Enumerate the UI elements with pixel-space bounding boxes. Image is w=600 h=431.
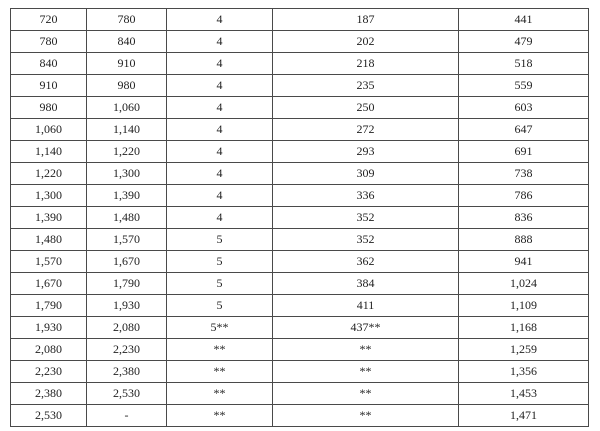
table-cell-col-5: 888 [459, 229, 589, 251]
table-cell-col-4: 293 [273, 141, 459, 163]
table-cell-col-1: 720 [11, 9, 87, 31]
table-cell-col-3: 4 [167, 31, 273, 53]
table-cell-col-5: 786 [459, 185, 589, 207]
table-cell-col-3: 4 [167, 9, 273, 31]
table-cell-col-2: 1,060 [87, 97, 167, 119]
table-cell-col-1: 2,080 [11, 339, 87, 361]
table-cell-col-1: 1,060 [11, 119, 87, 141]
table-cell-col-2: 2,230 [87, 339, 167, 361]
table-cell-col-5: 738 [459, 163, 589, 185]
table-cell-col-4: 336 [273, 185, 459, 207]
table-cell-col-3: 4 [167, 207, 273, 229]
table-cell-col-4: ** [273, 383, 459, 405]
table-cell-col-1: 1,390 [11, 207, 87, 229]
table-cell-col-4: 352 [273, 207, 459, 229]
table-row [11, 273, 589, 295]
table-cell-col-3: ** [167, 339, 273, 361]
table-cell-col-2: 910 [87, 53, 167, 75]
table-cell-col-4: 309 [273, 163, 459, 185]
table-cell-col-3: ** [167, 383, 273, 405]
table-cell-col-1: 1,300 [11, 185, 87, 207]
table-cell-col-3: 5** [167, 317, 273, 339]
table-cell-col-4: ** [273, 361, 459, 383]
table-cell-col-2: 1,390 [87, 185, 167, 207]
table-cell-col-4: 362 [273, 251, 459, 273]
table-cell-col-5: 1,024 [459, 273, 589, 295]
table-cell-col-5: 1,168 [459, 317, 589, 339]
table-cell-col-5: 1,109 [459, 295, 589, 317]
table-cell-col-5: 1,471 [459, 405, 589, 427]
table-cell-col-1: 1,570 [11, 251, 87, 273]
table-row [11, 229, 589, 251]
table-cell-col-1: 980 [11, 97, 87, 119]
table-cell-col-4: 235 [273, 75, 459, 97]
table-cell-col-1: 1,220 [11, 163, 87, 185]
table-cell-col-3: 5 [167, 273, 273, 295]
table-cell-col-1: 1,480 [11, 229, 87, 251]
table-row [11, 405, 589, 427]
table-cell-col-4: 411 [273, 295, 459, 317]
table-cell-col-3: 4 [167, 97, 273, 119]
table-cell-col-2: - [87, 405, 167, 427]
table-cell-col-1: 1,670 [11, 273, 87, 295]
table-cell-col-2: 1,300 [87, 163, 167, 185]
table-cell-col-4: 202 [273, 31, 459, 53]
table-cell-col-4: ** [273, 405, 459, 427]
table-cell-col-3: 4 [167, 75, 273, 97]
table-cell-col-4: 384 [273, 273, 459, 295]
table-row [11, 339, 589, 361]
table-cell-col-5: 647 [459, 119, 589, 141]
table-cell-col-2: 840 [87, 31, 167, 53]
table-cell-col-4: 218 [273, 53, 459, 75]
table-row [11, 97, 589, 119]
table-row [11, 163, 589, 185]
table-cell-col-5: 518 [459, 53, 589, 75]
table-cell-col-5: 441 [459, 9, 589, 31]
table-cell-col-5: 559 [459, 75, 589, 97]
table-cell-col-3: 5 [167, 251, 273, 273]
table-cell-col-3: 4 [167, 53, 273, 75]
table-row [11, 141, 589, 163]
table-cell-col-2: 2,380 [87, 361, 167, 383]
table-cell-col-5: 1,453 [459, 383, 589, 405]
table-cell-col-2: 980 [87, 75, 167, 97]
table-cell-col-4: ** [273, 339, 459, 361]
table-cell-col-4: 352 [273, 229, 459, 251]
table-cell-col-3: 5 [167, 295, 273, 317]
data-table [10, 8, 589, 427]
table-cell-col-1: 2,530 [11, 405, 87, 427]
table-cell-col-2: 2,530 [87, 383, 167, 405]
table-cell-col-1: 840 [11, 53, 87, 75]
table-cell-col-2: 1,930 [87, 295, 167, 317]
table-cell-col-4: 272 [273, 119, 459, 141]
table-cell-col-5: 836 [459, 207, 589, 229]
table-cell-col-5: 479 [459, 31, 589, 53]
table-cell-col-2: 1,140 [87, 119, 167, 141]
table-cell-col-4: 437** [273, 317, 459, 339]
table-cell-col-1: 780 [11, 31, 87, 53]
table-body [11, 9, 589, 427]
table-row [11, 31, 589, 53]
table-cell-col-1: 2,230 [11, 361, 87, 383]
table-cell-col-5: 691 [459, 141, 589, 163]
table-row [11, 207, 589, 229]
table-cell-col-5: 603 [459, 97, 589, 119]
table-cell-col-5: 941 [459, 251, 589, 273]
table-row [11, 185, 589, 207]
table-cell-col-3: 4 [167, 119, 273, 141]
table-row [11, 295, 589, 317]
table-row [11, 75, 589, 97]
table-cell-col-1: 1,140 [11, 141, 87, 163]
table-cell-col-3: 5 [167, 229, 273, 251]
table-row [11, 251, 589, 273]
table-cell-col-4: 187 [273, 9, 459, 31]
table-row [11, 317, 589, 339]
table-cell-col-1: 1,930 [11, 317, 87, 339]
table-row [11, 53, 589, 75]
table-cell-col-2: 1,670 [87, 251, 167, 273]
table-cell-col-3: 4 [167, 141, 273, 163]
table-cell-col-2: 1,790 [87, 273, 167, 295]
table-cell-col-3: 4 [167, 163, 273, 185]
table-row [11, 9, 589, 31]
table-cell-col-1: 1,790 [11, 295, 87, 317]
table-cell-col-3: ** [167, 405, 273, 427]
table-cell-col-1: 2,380 [11, 383, 87, 405]
table-row [11, 361, 589, 383]
data-table-container [10, 8, 588, 427]
table-cell-col-4: 250 [273, 97, 459, 119]
table-cell-col-2: 780 [87, 9, 167, 31]
table-row [11, 119, 589, 141]
table-row [11, 383, 589, 405]
table-cell-col-2: 1,570 [87, 229, 167, 251]
table-cell-col-2: 1,480 [87, 207, 167, 229]
table-cell-col-1: 910 [11, 75, 87, 97]
table-cell-col-5: 1,356 [459, 361, 589, 383]
table-cell-col-2: 1,220 [87, 141, 167, 163]
table-cell-col-3: ** [167, 361, 273, 383]
table-cell-col-3: 4 [167, 185, 273, 207]
table-cell-col-5: 1,259 [459, 339, 589, 361]
table-cell-col-2: 2,080 [87, 317, 167, 339]
